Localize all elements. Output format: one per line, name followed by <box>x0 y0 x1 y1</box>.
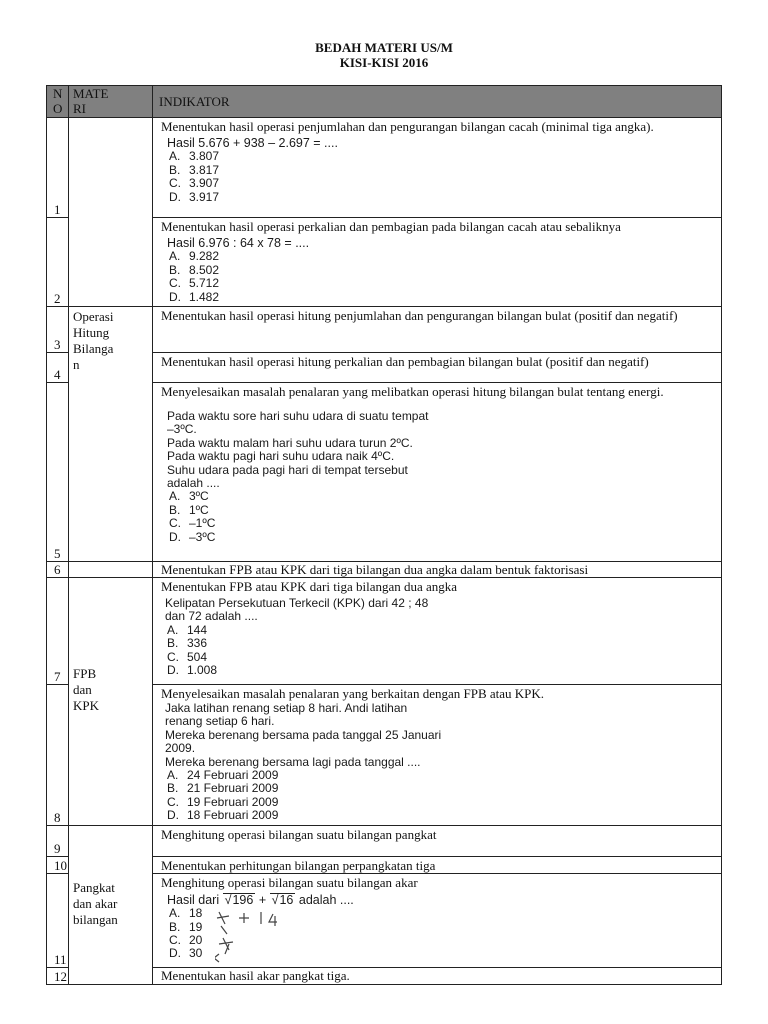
document-subtitle: KISI-KISI 2016 <box>339 55 429 70</box>
kisi-kisi-table <box>46 85 722 985</box>
row-number: 3 <box>47 307 69 353</box>
indikator-cell <box>153 578 722 685</box>
row-number: 4 <box>47 353 69 383</box>
indikator-cell: Menentukan perhitungan bilangan perpangkatan tiga <box>153 856 722 873</box>
row-number: 7 <box>47 578 69 685</box>
indikator-text: Menyelesaikan masalah penalaran yang berkaitan dengan FPB atau KPK. <box>161 686 545 702</box>
row-number: 5 <box>47 383 69 562</box>
table-row <box>47 307 722 353</box>
column-header-no: N O <box>47 86 69 118</box>
row-number: 1 <box>47 118 69 218</box>
row-number: 2 <box>47 218 69 307</box>
materi-cell-empty <box>69 118 153 307</box>
indikator-text: Menyelesaikan masalah penalaran yang melibatkan operasi hitung bilangan bulat tentang energi. <box>161 384 664 400</box>
materi-fpb-kpk: FPB dan KPK <box>69 578 153 826</box>
materi-pangkat-akar: Pangkat dan akar bilangan <box>69 825 153 984</box>
sample-question: Hasil 5.676 + 938 – 2.697 = .... A. 3.807 B. 3.817 C. 3.907 D. 3.917 <box>167 136 338 204</box>
sample-question: Jaka latihan renang setiap 8 hari. Andi latihan renang setiap 6 hari. Mereka berenang bersama pada tanggal 25 Januari 2009. Mereka berenang bersama lagi pada tanggal .... A. 24 Februari 2009 B. 21 Februari 2009 C. 19 Februari 2009 D. 18 Februari 2009 <box>165 701 442 823</box>
table-header-row <box>47 86 722 118</box>
handwritten-scribble-icon <box>215 904 335 964</box>
table-row <box>47 118 722 218</box>
sample-question: Kelipatan Persekutuan Terkecil (KPK) dari 42 ; 48 dan 72 adalah .... A. 144 B. 336 C. 504 D. 1.008 <box>165 596 429 678</box>
column-header-materi: MATE RI <box>69 86 153 118</box>
sample-question: Hasil 6.976 : 64 x 78 = .... A. 9.282 B. 8.502 C. 5.712 D. 1.482 <box>167 236 310 304</box>
indikator-cell <box>153 873 722 967</box>
square-root-icon: √ 16 <box>270 893 296 907</box>
indikator-cell: Menentukan hasil operasi hitung perkalian dan pembagian bilangan bulat (positif dan negatif) <box>153 353 722 383</box>
sample-question: Pada waktu sore hari suhu udara di suatu tempat –3ºC. Pada waktu malam hari suhu udara turun 2ºC. Pada waktu pagi hari suhu udara naik 4ºC. Suhu udara pada pagi hari di tempat tersebut adalah .... A. 3ºC B. 1ºC C. –1ºC D. –3ºC <box>167 409 429 544</box>
indikator-text: Menentukan FPB atau KPK dari tiga bilangan dua angka <box>161 579 458 595</box>
row-number: 12 <box>47 967 69 984</box>
indikator-cell: Menghitung operasi bilangan suatu bilangan pangkat <box>153 825 722 856</box>
indikator-cell: Menentukan hasil akar pangkat tiga. <box>153 967 722 984</box>
indikator-cell: Menentukan FPB atau KPK dari tiga bilangan dua angka dalam bentuk faktorisasi <box>153 562 722 578</box>
row-number: 10 <box>47 856 69 873</box>
column-header-indikator: INDIKATOR <box>153 86 722 118</box>
indikator-text: Menentukan hasil operasi perkalian dan pembagian pada bilangan cacah atau sebaliknya <box>161 219 621 234</box>
sample-question: Hasil dari √ 196 + √ 16 adalah .... A. 18 B. 19 C. 20 D. 30 <box>161 893 715 961</box>
table-row <box>47 578 722 685</box>
row-number: 6 <box>47 562 69 578</box>
indikator-cell <box>153 383 722 562</box>
indikator-text: Menentukan hasil operasi penjumlahan dan pengurangan bilangan cacah (minimal tiga angka). <box>161 119 654 134</box>
table-row <box>47 825 722 856</box>
materi-cell-empty <box>69 562 153 578</box>
materi-operasi-hitung: Operasi Hitung Bilanga n <box>69 307 153 562</box>
indikator-cell: Menentukan hasil operasi hitung penjumlahan dan pengurangan bilangan bulat (positif dan negatif) <box>153 307 722 353</box>
document-title: BEDAH MATERI US/M <box>315 40 453 55</box>
square-root-icon: √ 196 <box>223 893 256 907</box>
indikator-cell <box>153 685 722 826</box>
table-row <box>47 562 722 578</box>
row-number: 9 <box>47 825 69 856</box>
row-number: 11 <box>47 873 69 967</box>
indikator-text: Menghitung operasi bilangan suatu bilangan akar <box>161 874 418 890</box>
indikator-cell <box>153 118 722 218</box>
row-number: 8 <box>47 685 69 826</box>
indikator-cell <box>153 218 722 307</box>
